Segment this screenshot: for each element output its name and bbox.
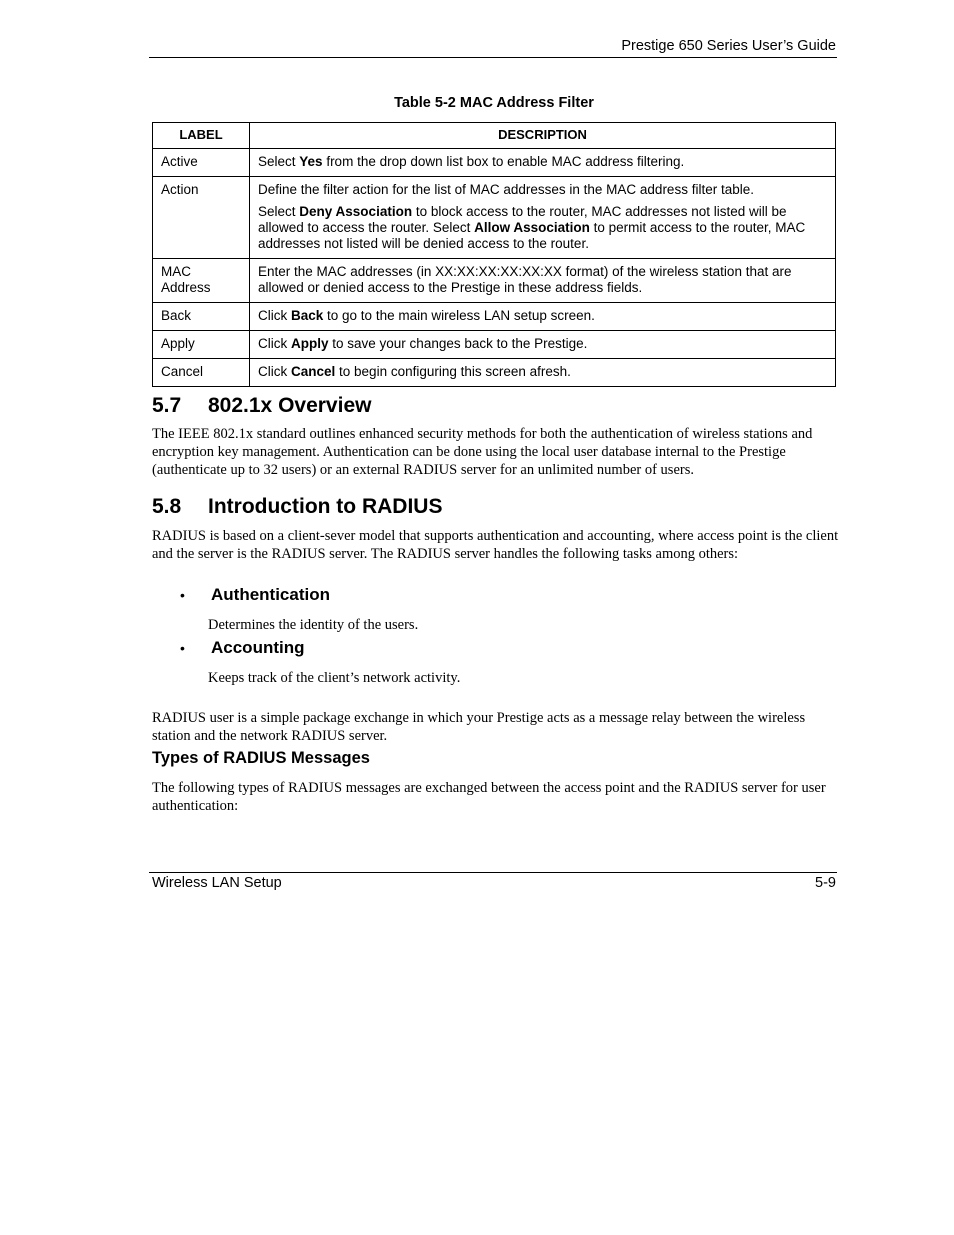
column-header-label: LABEL (153, 123, 250, 149)
table-row (153, 259, 836, 303)
section-title: 802.1x Overview (208, 394, 372, 417)
section-8021x-body: The IEEE 802.1x standard outlines enhanced security methods for both the authentication of wireless stations and encryption key management. Authentication can be done using the local user database internal to the Prestige (authenticate up to 32 users) or an external RADIUS server for an unlimited number of users. (152, 426, 813, 478)
row-label: MAC Address (153, 259, 250, 303)
bullet-description: Keeps track of the client’s network activity. (208, 670, 461, 686)
column-header-description: DESCRIPTION (250, 123, 836, 149)
row-label: Back (153, 303, 250, 331)
bullet-icon: • (180, 640, 185, 656)
row-label: Apply (153, 331, 250, 359)
bullet-description: Determines the identity of the users. (208, 617, 419, 633)
table-caption: Table 5-2 MAC Address Filter (394, 95, 594, 111)
section-heading-8021x (152, 394, 371, 418)
radius-messages-body: The following types of RADIUS messages are exchanged between the access point and the RADIUS server for user authentication: (152, 780, 826, 814)
row-description: Click Back to go to the main wireless LAN setup screen. (250, 303, 836, 331)
table-row (153, 331, 836, 359)
running-header: Prestige 650 Series User’s Guide (621, 38, 836, 54)
row-label: Action (153, 177, 250, 259)
radius-closing: RADIUS user is a simple package exchange in which your Prestige acts as a message relay between the wireless station and the network RADIUS server. (152, 710, 806, 744)
table-header-row (153, 123, 836, 149)
bullet-title: Accounting (211, 638, 305, 657)
page-number: 5-9 (815, 875, 836, 891)
mac-address-filter-table (152, 122, 836, 387)
bullet-item (180, 585, 330, 605)
table-row (153, 359, 836, 387)
section-heading-radius (152, 495, 442, 519)
row-description: Click Apply to save your changes back to the Prestige. (250, 331, 836, 359)
table-row (153, 177, 836, 259)
bullet-icon: • (180, 587, 185, 603)
section-title: Introduction to RADIUS (208, 495, 443, 518)
bullet-title: Authentication (211, 585, 330, 604)
row-description: Select Yes from the drop down list box to enable MAC address filtering. (250, 149, 836, 177)
row-description: Define the filter action for the list of MAC addresses in the MAC address filter table. Select Deny Association to block access to the router, MAC addresses not listed will be allowed to access the router. Select Allow Association to permit access to the router, MAC addresses not listed will be denied access to the router. (250, 177, 836, 259)
row-description: Click Cancel to begin configuring this screen afresh. (250, 359, 836, 387)
footer-rule (149, 872, 837, 873)
section-number: 5.8 (152, 495, 182, 518)
section-number: 5.7 (152, 394, 182, 417)
radius-intro: RADIUS is based on a client-sever model that supports authentication and accounting, where access point is the client and the server is the RADIUS server. The RADIUS server handles the following tasks among others: (152, 528, 839, 562)
subheading-radius-messages: Types of RADIUS Messages (152, 749, 370, 767)
footer-chapter: Wireless LAN Setup (152, 875, 282, 891)
table-row (153, 303, 836, 331)
row-label: Cancel (153, 359, 250, 387)
table-row (153, 149, 836, 177)
header-rule (149, 57, 837, 58)
bullet-item (180, 638, 305, 658)
row-description: Enter the MAC addresses (in XX:XX:XX:XX:XX:XX format) of the wireless station that are allowed or denied access to the Prestige in these address fields. (250, 259, 836, 303)
row-label: Active (153, 149, 250, 177)
